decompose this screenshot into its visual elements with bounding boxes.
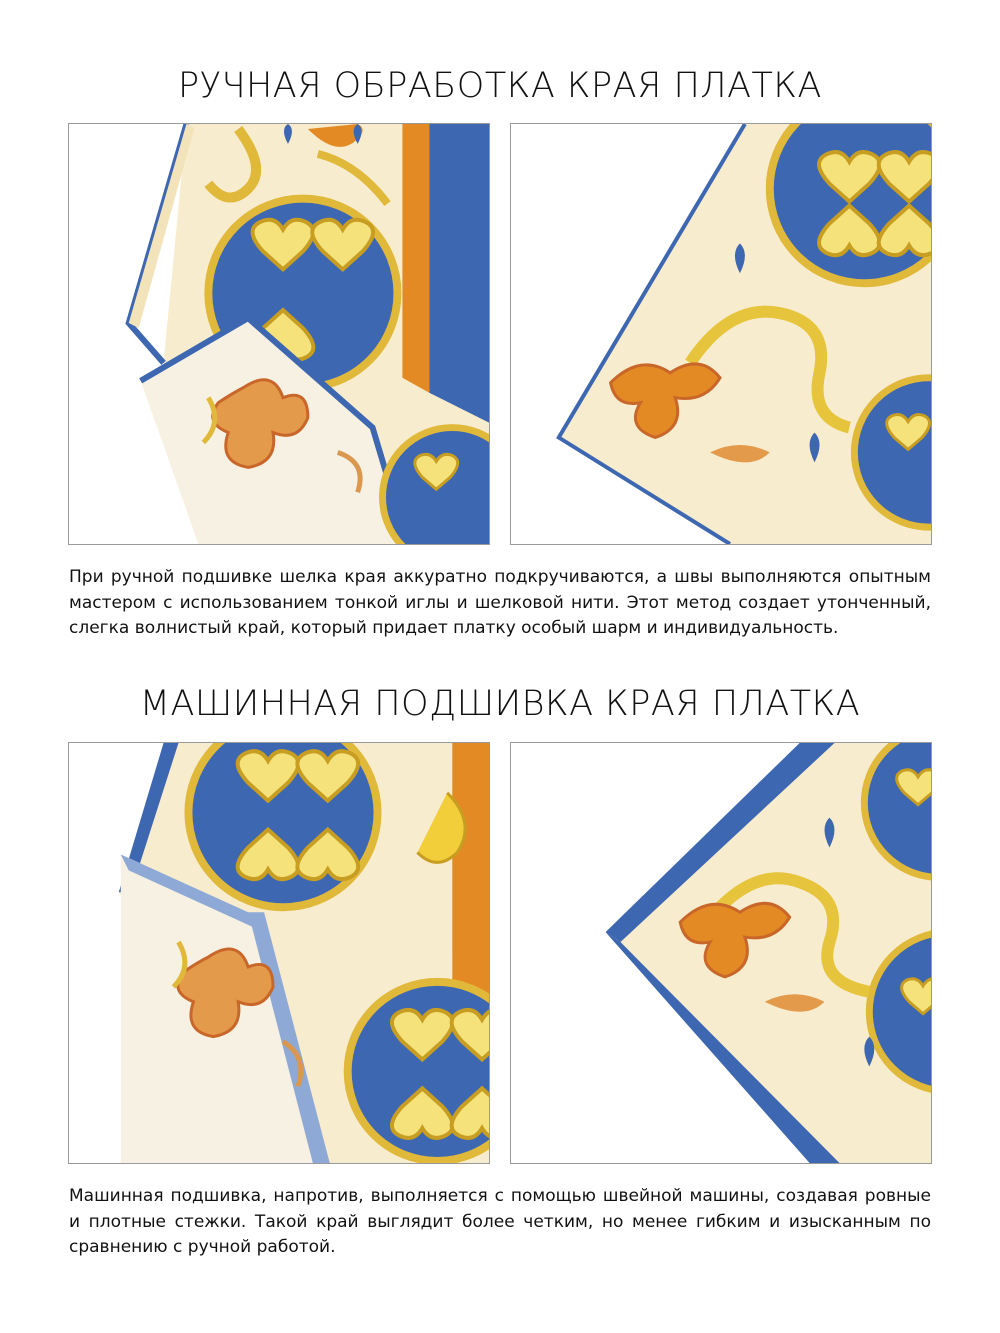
photo-machine-flat-corner [510,742,932,1164]
photo-hand-rolled-folded-corner [68,123,490,545]
section-text-machine: Машинная подшивка, напротив, выполняется с помощью швейной машины, создавая ровные и плотные стежки. Такой край выглядит более четким, но менее гибким и изысканным по сравнению с ручной работой. [69,1186,931,1257]
section-title-hand: РУЧНАЯ ОБРАБОТКА КРАЯ ПЛАТКА [178,66,822,106]
photo-machine-folded-corner [68,742,490,1164]
section-title-machine: МАШИННАЯ ПОДШИВКА КРАЯ ПЛАТКА [139,684,861,724]
photo-hand-rolled-flat-corner [510,123,932,545]
section-text-hand: При ручной подшивке шелка края аккуратно подкручиваются, а швы выполняются опытным мастером с использованием тонкой иглы и шелковой нити. Этот метод создает утонченный, слегка волнистый край, который придает платку особый шарм и индивидуальность. [69,567,931,638]
